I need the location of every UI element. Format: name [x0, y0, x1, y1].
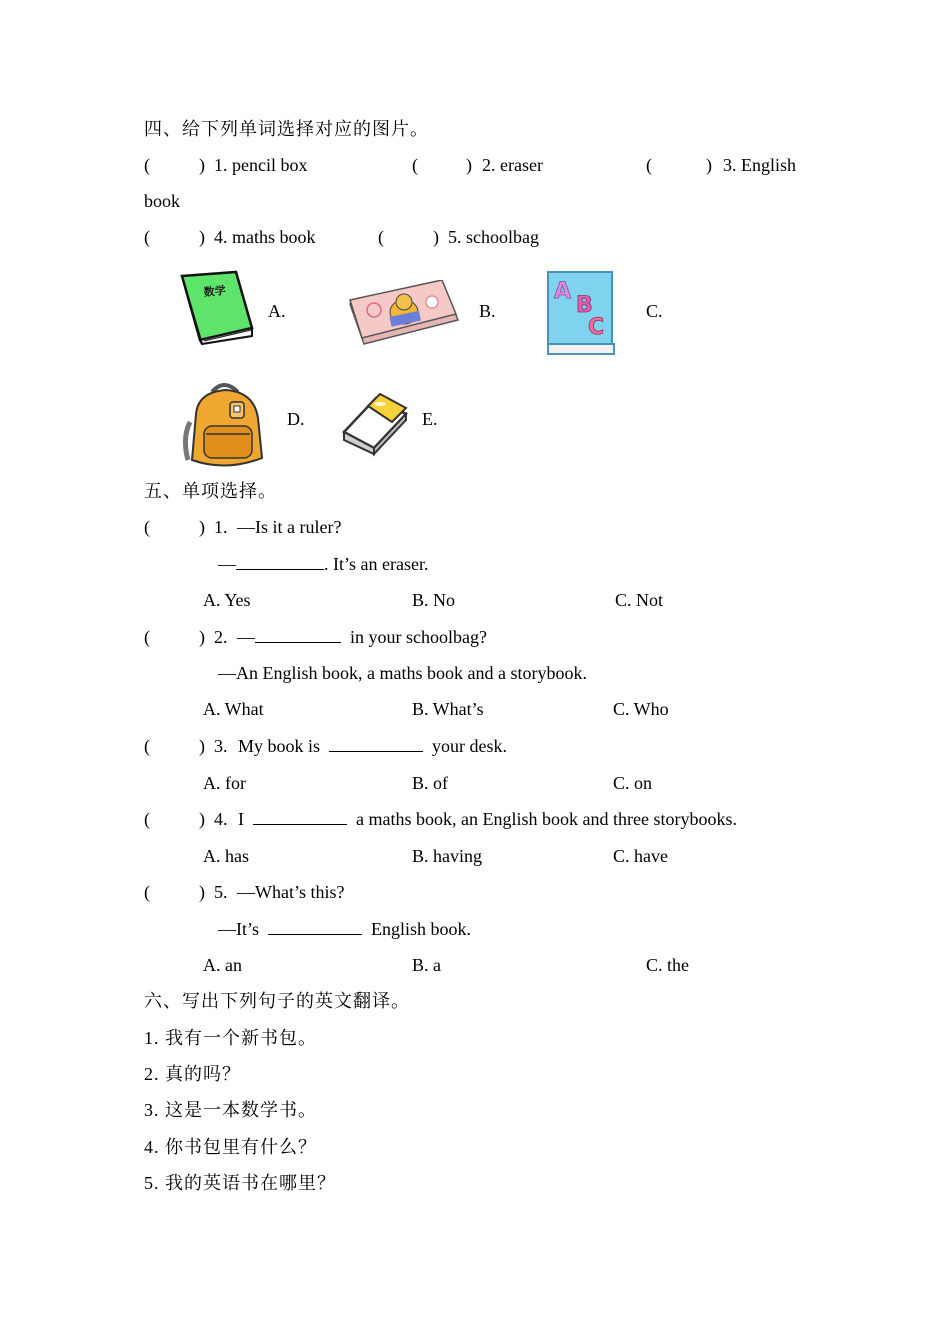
- q2-option-a[interactable]: A. What: [203, 699, 264, 719]
- paren-open: (: [144, 627, 150, 647]
- q5-question: —What’s this?: [237, 882, 345, 902]
- translation-item: 3. 这是一本数学书。: [144, 1100, 317, 1120]
- q3-option-a[interactable]: A. for: [203, 773, 246, 793]
- q5-number: 5.: [214, 882, 228, 902]
- schoolbag-image: [182, 378, 270, 470]
- paren-close: ): [433, 227, 439, 247]
- q4-option-b[interactable]: B. having: [412, 846, 482, 866]
- maths-book-image: [178, 270, 258, 346]
- q4-option-a[interactable]: A. has: [203, 846, 249, 866]
- q2-question: [237, 626, 487, 648]
- letter-a: A: [554, 279, 572, 304]
- q3-blank[interactable]: [329, 735, 423, 752]
- paren-open: (: [144, 882, 150, 902]
- q5-answer: [218, 918, 471, 940]
- q3-question: [238, 735, 507, 757]
- label-e: E.: [422, 409, 438, 429]
- q5-blank[interactable]: [268, 918, 362, 935]
- book-cover-text: 数学: [203, 284, 227, 299]
- paren-close: ): [199, 882, 205, 902]
- item-schoolbag: 5. schoolbag: [448, 227, 539, 247]
- q4-option-c[interactable]: C. have: [613, 846, 668, 866]
- paren-close: ): [199, 627, 205, 647]
- letter-c: C: [588, 315, 605, 340]
- q2-answer: —An English book, a maths book and a storybook.: [218, 663, 587, 683]
- letter-b: B: [576, 293, 593, 318]
- q3-suffix: your desk.: [432, 736, 508, 756]
- label-b: B.: [479, 301, 496, 321]
- eraser-image: [340, 392, 410, 458]
- section5-title: 五、单项选择。: [144, 481, 277, 501]
- q4-prefix: I: [238, 809, 244, 829]
- q2-prefix: —: [237, 627, 255, 647]
- q1-option-c[interactable]: C. Not: [615, 590, 664, 610]
- q3-number: 3.: [214, 736, 228, 756]
- q2-number: 2.: [214, 627, 228, 647]
- q1-blank[interactable]: [236, 553, 324, 570]
- q4-blank[interactable]: [253, 808, 347, 825]
- translation-item: 4. 你书包里有什么？: [144, 1137, 317, 1157]
- q1-answer-suffix: . It’s an eraser.: [324, 554, 429, 574]
- paren-open: (: [144, 155, 150, 175]
- paren-open: (: [144, 736, 150, 756]
- q2-option-c[interactable]: C. Who: [613, 699, 669, 719]
- item-english: 3. English: [723, 155, 797, 175]
- pencil-box-image: [346, 280, 460, 348]
- label-d: D.: [287, 409, 305, 429]
- q3-prefix: My book is: [238, 736, 321, 756]
- q5-option-c[interactable]: C. the: [646, 955, 689, 975]
- q1-question: —Is it a ruler?: [237, 517, 342, 537]
- paren-close: ): [199, 517, 205, 537]
- translation-item: 5. 我的英语书在哪里？: [144, 1173, 336, 1193]
- paren-open: (: [144, 227, 150, 247]
- paren-open: (: [144, 517, 150, 537]
- label-c: C.: [646, 301, 663, 321]
- translation-item: 1. 我有一个新书包。: [144, 1028, 317, 1048]
- item-pencil-box: 1. pencil box: [214, 155, 308, 175]
- paren-open: (: [412, 155, 418, 175]
- q1-option-a[interactable]: A. Yes: [203, 590, 251, 610]
- paren-open: (: [378, 227, 384, 247]
- label-a: A.: [268, 301, 286, 321]
- section6-title: 六、写出下列句子的英文翻译。: [144, 991, 410, 1011]
- q2-blank[interactable]: [255, 626, 341, 643]
- item-eraser: 2. eraser: [482, 155, 543, 175]
- paren-open: (: [646, 155, 652, 175]
- q1-option-b[interactable]: B. No: [412, 590, 456, 610]
- q2-option-b[interactable]: B. What’s: [412, 699, 484, 719]
- q3-option-c[interactable]: C. on: [613, 773, 653, 793]
- abc-book-image: [546, 270, 618, 358]
- q4-question: [238, 808, 737, 830]
- q2-text: in your schoolbag?: [350, 627, 487, 647]
- paren-close: ): [199, 155, 205, 175]
- q1-answer: [218, 553, 428, 575]
- section4-title: 四、给下列单词选择对应的图片。: [144, 119, 429, 139]
- paren-close: ): [706, 155, 712, 175]
- q3-option-b[interactable]: B. of: [412, 773, 448, 793]
- item-english-wrap: book: [144, 191, 180, 211]
- q5-answer-suffix: English book.: [371, 919, 472, 939]
- q5-answer-prefix: —It’s: [218, 919, 260, 939]
- paren-close: ): [199, 736, 205, 756]
- item-maths-book: 4. maths book: [214, 227, 316, 247]
- q1-answer-prefix: —: [218, 554, 236, 574]
- translation-item: 2. 真的吗？: [144, 1064, 241, 1084]
- paren-close: ): [466, 155, 472, 175]
- q5-option-a[interactable]: A. an: [203, 955, 242, 975]
- paren-open: (: [144, 809, 150, 829]
- q1-number: 1.: [214, 517, 228, 537]
- q4-suffix: a maths book, an English book and three storybooks.: [356, 809, 737, 829]
- paren-close: ): [199, 809, 205, 829]
- paren-close: ): [199, 227, 205, 247]
- q4-number: 4.: [214, 809, 228, 829]
- q5-option-b[interactable]: B. a: [412, 955, 441, 975]
